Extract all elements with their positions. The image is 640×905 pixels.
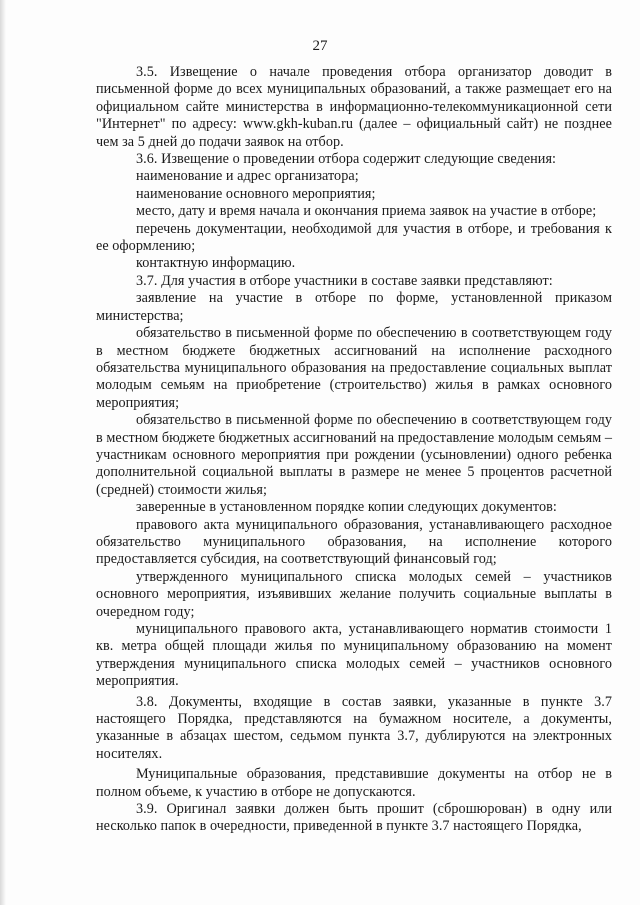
paragraph-application: заявление на участие в отборе по форме, установленной приказом министерства; xyxy=(96,290,612,324)
paragraph-organizer: наименование и адрес организатора; xyxy=(136,168,359,185)
paragraph-obligation-1: обязательство в письменной форме по обеспечению в соответствующем году в местном бюджете бюджетных ассигнований на исполнение расходного обязательства муниципального образования на предоставление социальных выплат молодым семьям на приобретение (строительство) жилья в рамках основного мероприятия; xyxy=(96,325,612,411)
paragraph-3-9: 3.9. Оригинал заявки должен быть прошит (сброшюрован) в одну или несколько папок в очередности, приведенной в пункте 3.7 настоящего Порядка, xyxy=(96,801,612,835)
paragraph-incomplete: Муниципальные образования, представившие документы на отбор не в полном объеме, к участию в отборе не допускаются. xyxy=(96,766,612,800)
paragraph-certified-copies: заверенные в установленном порядке копии следующих документов: xyxy=(136,499,557,516)
paragraph-3-7: 3.7. Для участия в отборе участники в составе заявки представляют: xyxy=(136,272,553,289)
paragraph-3-8: 3.8. Документы, входящие в состав заявки, указанные в пункте 3.7 настоящего Порядка, представляются на бумажном носителе, а документы, указанные в абзацах шестом, седьмом пункта 3.7, дублируются на электронных носителях. xyxy=(96,693,612,762)
paragraph-documents-list: перечень документации, необходимой для участия в отборе, и требования к ее оформлению; xyxy=(96,220,612,255)
paragraph-obligation-2: обязательство в письменной форме по обеспечению в соответствующем году в местном бюджете бюджетных ассигнований на предоставление молодым семьям – участникам основного мероприятия при рождении (усыновлении) одного ребенка дополнительной социальной выплаты в размере не менее 5 процентов расчетной (средней) стоимости жилья; xyxy=(96,412,612,498)
paragraph-3-6: 3.6. Извещение о проведении отбора содержит следующие сведения: xyxy=(136,151,557,168)
page-edge-shadow xyxy=(0,0,6,905)
body-text xyxy=(96,64,612,836)
paragraph-event-name: наименование основного мероприятия; xyxy=(136,185,376,202)
paragraph-cost-standard: муниципального правового акта, устанавливающего норматив стоимости 1 кв. метра общей площади жилья по муниципальному образованию на момент утверждения муниципального списка молодых семей – участников основного мероприятия. xyxy=(96,621,612,690)
paragraph-legal-act: правового акта муниципального образования, устанавливающего расходное обязательство муниципального образования, на исполнение которого предоставляется субсидия, на соответствующий финансовый год; xyxy=(96,516,612,568)
page-number: 27 xyxy=(312,38,328,54)
paragraph-contacts: контактную информацию. xyxy=(136,255,296,272)
paragraph-family-list: утвержденного муниципального списка молодых семей – участников основного мероприятия, изъявивших желание получить социальные выплаты в очередном году; xyxy=(96,568,612,620)
paragraph-place-date: место, дату и время начала и окончания приема заявок на участие в отборе; xyxy=(136,203,597,220)
paragraph-3-5: 3.5. Извещение о начале проведения отбора организатор доводит в письменной форме до всех муниципальных образований, а также размещает его на официальном сайте министерства в информационно-телекоммуникационной сети "Интернет" по адресу: www.gkh-kuban.ru (далее – официальный сайт) не позднее чем за 5 дней до подачи заявок на отбор. xyxy=(96,64,612,150)
